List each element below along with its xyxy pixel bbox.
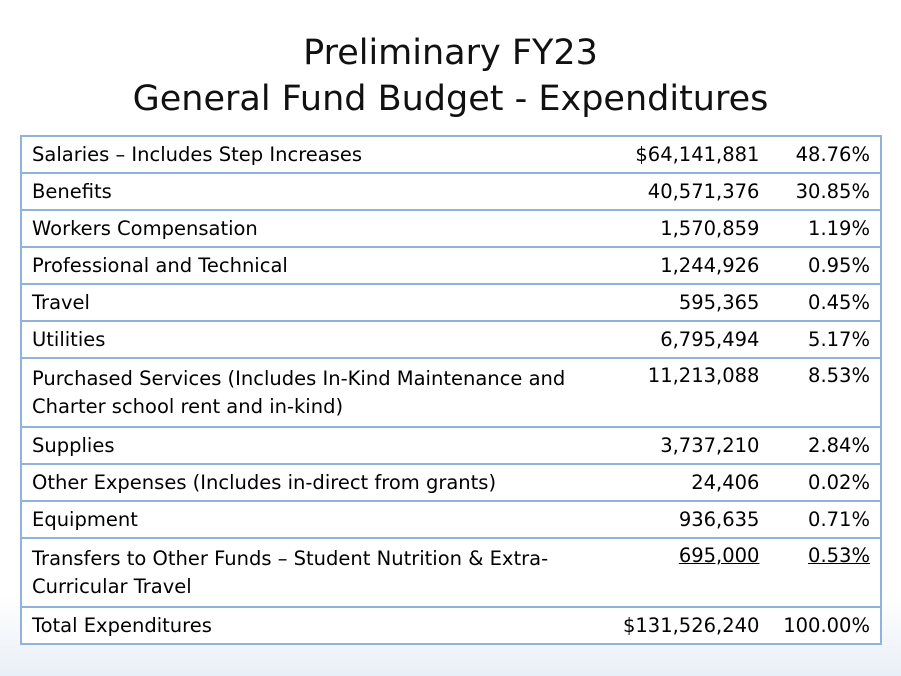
row-item-label: Transfers to Other Funds – Student Nutrition & Extra-Curricular Travel [21,538,601,607]
total-row [21,607,881,644]
table-row [21,501,881,538]
table-row [21,210,881,247]
row-percent: 0.71% [765,501,881,538]
row-amount: 24,406 [601,464,766,501]
table-row [21,358,881,427]
row-item-label: Other Expenses (Includes in-direct from grants) [21,464,601,501]
row-percent: 0.95% [765,247,881,284]
table-row [21,321,881,358]
row-amount: 40,571,376 [601,173,766,210]
row-item-label: Supplies [21,427,601,464]
row-amount: 1,244,926 [601,247,766,284]
table-row [21,284,881,321]
row-item-label: Purchased Services (Includes In-Kind Maintenance and Charter school rent and in-kind) [21,358,601,427]
row-percent: 0.45% [765,284,881,321]
page-title [0,30,901,122]
row-amount: 936,635 [601,501,766,538]
row-item-label: Benefits [21,173,601,210]
table-row [21,538,881,607]
row-amount: $64,141,881 [601,136,766,173]
row-amount: 595,365 [601,284,766,321]
total-amount: $131,526,240 [601,607,766,644]
row-item-label: Workers Compensation [21,210,601,247]
row-item-label: Equipment [21,501,601,538]
table-row [21,427,881,464]
row-item-label: Travel [21,284,601,321]
title-line-2: General Fund Budget - Expenditures [132,79,769,119]
row-amount: 1,570,859 [601,210,766,247]
total-label: Total Expenditures [21,607,601,644]
expenditures-table [20,135,882,645]
row-percent: 0.02% [765,464,881,501]
row-item-label: Salaries – Includes Step Increases [21,136,601,173]
row-percent: 0.53% [808,544,870,567]
row-percent: 5.17% [765,321,881,358]
row-item-label: Utilities [21,321,601,358]
row-amount: 11,213,088 [601,358,766,427]
row-percent: 48.76% [765,136,881,173]
row-amount: 3,737,210 [601,427,766,464]
title-line-1: Preliminary FY23 [303,33,598,73]
row-percent: 1.19% [765,210,881,247]
row-item-label: Professional and Technical [21,247,601,284]
row-percent: 30.85% [765,173,881,210]
row-percent: 8.53% [765,358,881,427]
total-percent: 100.00% [765,607,881,644]
row-amount: 695,000 [678,544,760,567]
table-row [21,247,881,284]
table-row [21,464,881,501]
table-row [21,136,881,173]
row-percent: 2.84% [765,427,881,464]
row-amount: 6,795,494 [601,321,766,358]
table-row [21,173,881,210]
